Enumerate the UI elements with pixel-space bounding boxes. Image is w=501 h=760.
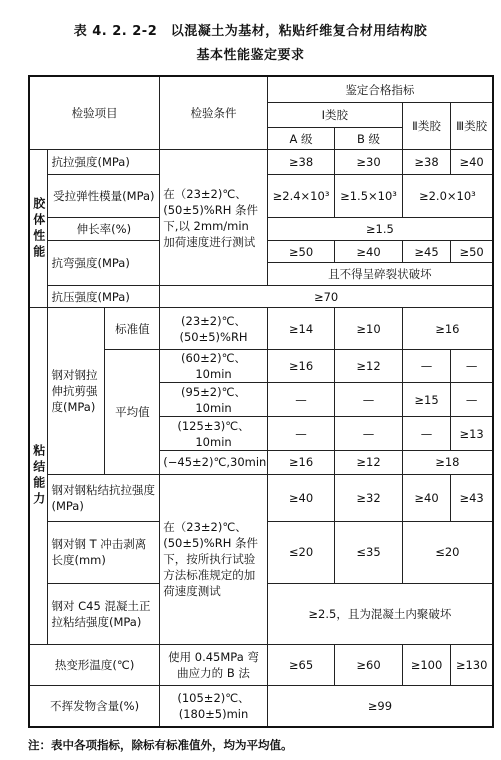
cell-all: 且不得呈碎裂状破坏 (267, 263, 493, 286)
cell-c3: ≥40 (451, 150, 493, 175)
std-label: 标准值 (105, 308, 160, 349)
cell-c2: — (402, 349, 451, 383)
cell-b: ≥12 (335, 451, 402, 475)
cell-b: ≥60 (335, 645, 402, 686)
group-colloid-label: 胶体性能 (29, 150, 48, 308)
header-condition: 检验条件 (160, 76, 268, 150)
header-grade-a: A 级 (267, 127, 334, 150)
cell-c3: ≥50 (451, 240, 493, 263)
table-title: 表 4. 2. 2-2 以混凝土为基材，粘贴纤维复合材用结构胶 (73, 24, 428, 39)
performance-table (28, 75, 494, 728)
shear-label: 钢对钢拉伸抗剪强度(MPa) (48, 308, 105, 474)
row-name: 钢对钢 T 冲击剥离长度(mm) (48, 522, 160, 584)
cell-b: ≥1.5×10³ (335, 175, 402, 218)
cell-c23: ≥18 (402, 451, 493, 475)
cell-cond: (95±2)℃、10min (160, 383, 268, 417)
header-class1: Ⅰ类胶 (267, 103, 402, 128)
cell-c23: ≤20 (402, 522, 493, 584)
cell-cond: (125±3)℃、10min (160, 417, 268, 451)
cell-c2: ≥38 (402, 150, 451, 175)
row-name: 钢对 C45 混凝土正拉粘结强度(MPa) (48, 583, 160, 645)
row-name: 伸长率(%) (48, 218, 160, 241)
cell-b: — (335, 417, 402, 451)
cell-cond: 使用 0.45MPa 弯曲应力的 B 法 (160, 645, 268, 686)
group2-condition: 在（23±2)℃、(50±5)%RH 条件下，按所执行试验方法标准规定的加荷速度测试 (160, 474, 268, 644)
row-name: 不挥发物含量(%) (29, 686, 160, 727)
cell-all: ≥1.5 (267, 218, 493, 241)
header-item: 检验项目 (29, 76, 160, 150)
cell-a: ≥40 (267, 474, 334, 521)
cell-b: ≥32 (335, 474, 402, 521)
cell-c3: — (451, 349, 493, 383)
row-name: 热变形温度(℃) (29, 645, 160, 686)
cell-cond: (60±2)℃、10min (160, 349, 268, 383)
cell-a: — (267, 417, 334, 451)
cell-c3: — (451, 383, 493, 417)
group1-condition: 在（23±2)℃、(50±5)%RH 条件下,以 2mm/min 加荷速度进行测试 (160, 150, 268, 286)
row-name: 抗压强度(MPa) (48, 285, 160, 308)
cell-cond: (−45±2)℃,30min (160, 451, 268, 475)
cell-c23: ≥2.0×10³ (402, 175, 493, 218)
table-subtitle: 基本性能鉴定要求 (196, 48, 305, 63)
cell-a: ≥16 (267, 451, 334, 475)
row-name: 抗弯强度(MPa) (48, 240, 160, 285)
cell-a: ≥38 (267, 150, 334, 175)
cell-c2: ≥45 (402, 240, 451, 263)
cell-all: ≥2.5，且为混凝土内聚破坏 (267, 583, 493, 645)
cell-b: ≥30 (335, 150, 402, 175)
cell-all: ≥99 (267, 686, 493, 727)
group-bond-label: 粘结能力 (29, 308, 48, 645)
cell-b: ≥40 (335, 240, 402, 263)
cell-a: ≤20 (267, 522, 334, 584)
header-criteria: 鉴定合格指标 (267, 76, 493, 103)
row-name: 抗拉强度(MPa) (48, 150, 160, 175)
avg-label: 平均值 (105, 349, 160, 474)
cell-b: — (335, 383, 402, 417)
cell-a: ≥16 (267, 349, 334, 383)
cell-c2: ≥15 (402, 383, 451, 417)
row-name: 受拉弹性模量(MPa) (48, 175, 160, 218)
cell-c3: ≥43 (451, 474, 493, 521)
header-class3: Ⅲ类胶 (451, 103, 493, 150)
cell-b: ≥10 (335, 308, 402, 349)
cell-c2: ≥100 (402, 645, 451, 686)
table-note: 注：表中各项指标，除标有标准值外，均为平均值。 (28, 738, 293, 752)
cell-a: ≥50 (267, 240, 334, 263)
cell-c2: — (402, 417, 451, 451)
cell-c3: ≥130 (451, 645, 493, 686)
cell-cond: (23±2)℃、(50±5)%RH (160, 308, 268, 349)
cell-a: — (267, 383, 334, 417)
header-grade-b: B 级 (335, 127, 402, 150)
cell-a: ≥2.4×10³ (267, 175, 334, 218)
cell-c2: ≥40 (402, 474, 451, 521)
cell-c3: ≥13 (451, 417, 493, 451)
cell-b: ≥12 (335, 349, 402, 383)
cell-b: ≤35 (335, 522, 402, 584)
cell-a: ≥65 (267, 645, 334, 686)
cell-c23: ≥16 (402, 308, 493, 349)
cell-all: ≥70 (160, 285, 493, 308)
row-name: 钢对钢粘结抗拉强度(MPa) (48, 474, 160, 521)
header-class2: Ⅱ类胶 (402, 103, 451, 150)
cell-a: ≥14 (267, 308, 334, 349)
cell-cond: (105±2)℃、(180±5)min (160, 686, 268, 727)
